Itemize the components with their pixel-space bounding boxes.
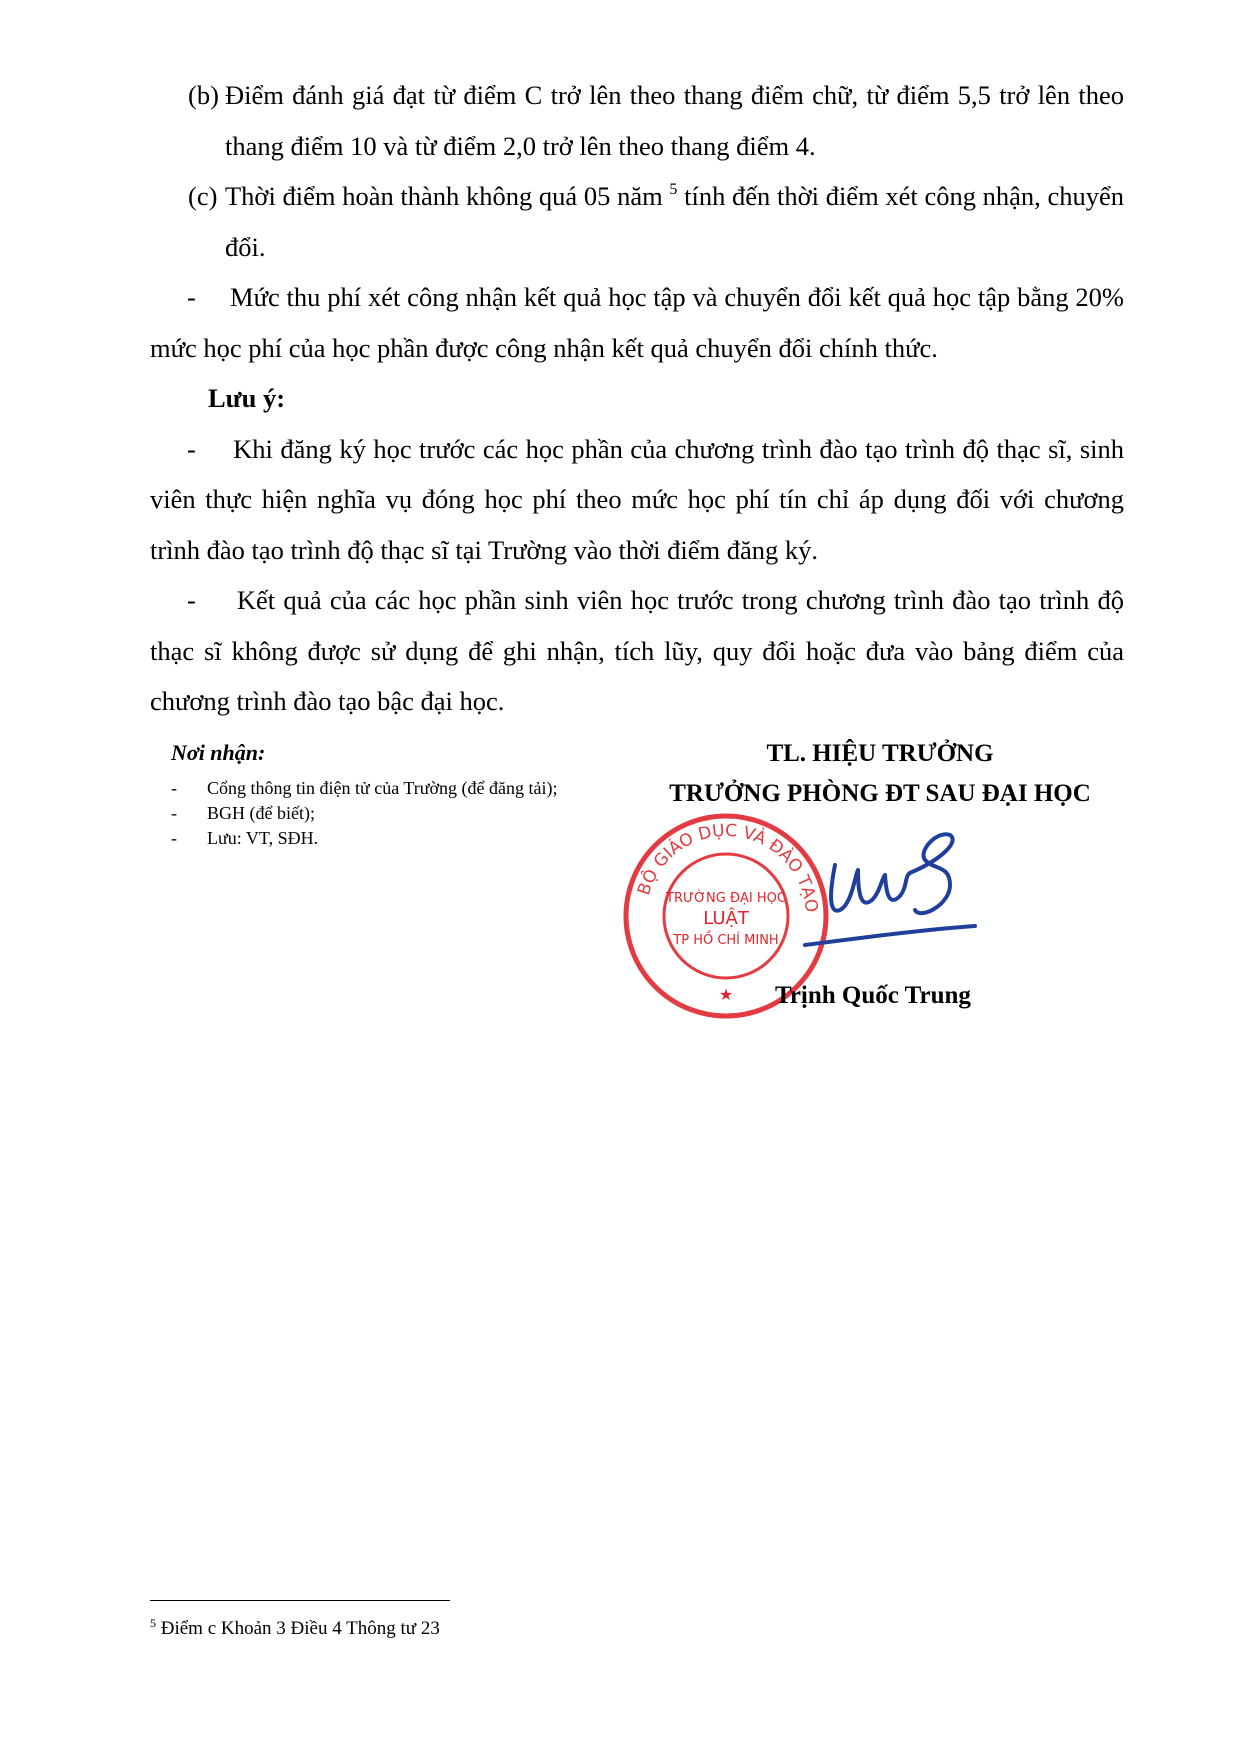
recipient-text: BGH (để biết); [207,803,315,823]
dash-marker: - [171,803,177,823]
note-1-text: Khi đăng ký học trước các học phần của chương trình đào tạo trình độ thạc sĩ, sinh viên thực hiện nghĩa vụ đóng học phí theo mức học phí tín chỉ áp dụng đối với chương trình đào tạo trình độ thạc sĩ tại Trường vào thời điểm đăng ký. [150,433,1125,565]
recipients-title: Nơi nhận: [171,740,266,765]
footnote-separator [150,1600,450,1601]
fee-paragraph-text: Mức thu phí xét công nhận kết quả học tập và chuyển đổi kết quả học tập bằng 20% mức học phí của học phần được công nhận kết quả chuyển đổi chính thức. [150,282,1124,363]
footnote [150,1618,440,1640]
dash-marker: - [171,778,177,798]
recipient-item [171,776,631,801]
recipient-item [171,826,631,851]
note-title: Lưu ý: [208,383,286,413]
signature-title-2: TRƯỞNG PHÒNG ĐT SAU ĐẠI HỌC [669,780,1091,807]
note-2 [150,575,1124,727]
seal-inner-line-1: TRƯỜNG ĐẠI HỌC [666,891,786,906]
recipient-item [171,801,631,826]
note-1 [150,424,1124,576]
handwritten-signature [800,830,980,950]
recipients-list [171,776,631,851]
seal-outer-text: BỘ GIÁO DỤC VÀ ĐÀO TẠO [634,820,822,914]
dash-marker: - [187,282,196,312]
footnote-number: 5 [150,1616,156,1630]
footnote-text: Điểm c Khoản 3 Điều 4 Thông tư 23 [160,1618,440,1639]
fee-paragraph [150,272,1124,373]
seal-star-icon: ★ [718,987,734,1004]
seal-inner-line-3: TP HỒ CHÍ MINH [673,933,779,948]
note-2-text: Kết quả của các học phần sinh viên học trước trong chương trình đào tạo trình độ thạc sĩ không được sử dụng để ghi nhận, tích lũy, quy đổi hoặc đưa vào bảng điểm của chương trình đào tạo bậc đại học. [150,585,1125,716]
signer-name: Trịnh Quốc Trung [775,982,971,1009]
dash-marker: - [187,433,196,464]
dash-marker: - [187,585,196,615]
item-b [150,70,1124,171]
item-c [150,171,1124,272]
item-b-label: (b) [188,80,219,110]
seal-inner-line-2: LUẬT [703,908,749,929]
recipient-text: Cổng thông tin điện tử của Trường (để đăng tải); [207,778,558,798]
item-b-text: Điểm đánh giá đạt từ điểm C trở lên theo thang điểm chữ, từ điểm 5,5 trở lên theo thang điểm 10 và từ điểm 2,0 trở lên theo thang điểm 4. [225,80,1124,161]
item-c-label: (c) [188,181,218,211]
document-body [150,70,1124,727]
dash-marker: - [171,828,177,848]
recipient-text: Lưu: VT, SĐH. [207,828,319,848]
signature-title-1: TL. HIỆU TRƯỞNG [766,740,994,767]
item-c-text-before: Thời điểm hoàn thành không quá 05 năm [225,181,663,211]
footnote-ref: 5 [669,181,678,198]
item-c-text-after: tính đến thời điểm xét công nhận, chuyển đổi. [225,181,1125,262]
recipients-block [171,740,631,851]
